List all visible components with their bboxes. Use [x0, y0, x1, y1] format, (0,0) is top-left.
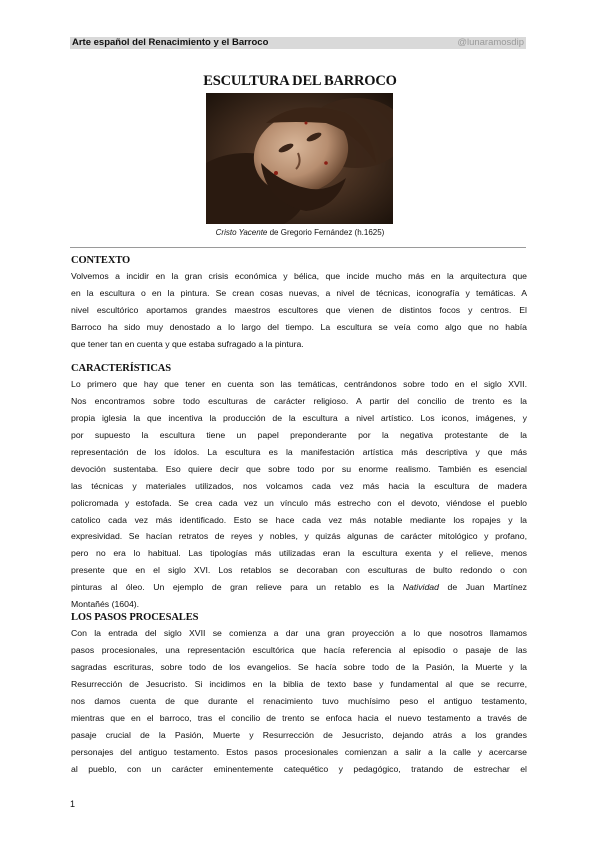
text-line: pero no era lo habitual. Las tipologías más utilizadas eran la escultura exenta y el relieve, menos	[71, 548, 527, 559]
text-line: nos damos cuenta de que durante el renacimiento tuvo muchísimo peso el antiguo testamento,	[71, 695, 527, 706]
header-author-handle: @lunaramosdip	[457, 37, 524, 48]
text-line: en la escultura o en la pintura. Se crean cosas nuevas, a nivel de técnicas, iconografía y temáticas. A	[71, 287, 527, 298]
text-line: mientras que en el barroco, tras el concilio de trento se enfoca hacia el nuevo testamento a través de	[71, 712, 527, 723]
paragraph-contexto	[71, 268, 527, 353]
text-line: Lo primero que hay que tener en cuenta son las temáticas, centrándonos sobre todo en el siglo XVII.	[71, 379, 527, 389]
text-line: Barroco ha sido muy denostado a lo largo del tiempo. La escultura se veía como algo que no había	[71, 321, 527, 332]
text-segment: pinturas al óleo. Un ejemplo de gran relieve para un retablo es la	[71, 582, 403, 593]
text-line: expresividad. Se hacían retratos de reyes y nobles, y quizás algunas de carácter mitológico y profano,	[71, 531, 527, 542]
text-line: pasos procesionales, una representación escultórica que hacía referencia al episodio o pasaje de las	[71, 644, 527, 655]
text-line: policromada y estofada. Se crea cada vez un vínculo más estrecho con el devoto, viéndose el pueblo	[71, 497, 527, 508]
heading-contexto: CONTEXTO	[71, 255, 131, 266]
text-line: propia iglesia la que incentiva la producción de la escultura a nivel artístico. Los iconos, imágenes, y	[71, 412, 527, 423]
paragraph-pasos-procesales	[71, 625, 527, 777]
text-line: por supuesto la escultura tiene un papel preponderante por la negativa protestante de la	[71, 429, 527, 440]
page-number: 1	[70, 799, 76, 809]
header-course-title: Arte español del Renacimiento y el Barroco	[72, 37, 269, 48]
text-segment: de Juan Martínez	[438, 582, 527, 593]
horizontal-divider	[70, 247, 526, 248]
text-line: devoción sustentaba. Eso quiere decir que sobre todo por su enorme realismo. También es esencial	[71, 463, 527, 474]
text-line: nivel escultórico aportamos grandes maestros escultores que vienen de distintos focos y centros. El	[71, 304, 527, 315]
text-line: representación de los ídolos. La escultura es la manifestación artística más descriptiva y que más	[71, 446, 527, 457]
paragraph-caracteristicas	[71, 376, 527, 613]
text-line: sagradas escrituras, sobre todo de los evangelios. Se hacía sobre todo de la Pasión, la Muerte y la	[71, 661, 527, 672]
figure-image-cristo-yacente	[206, 93, 393, 224]
text-line: Con la entrada del siglo XVII se comienza a dar una gran proyección a lo que nosotros llamamos	[71, 628, 527, 638]
figure-caption	[70, 228, 530, 237]
caption-artwork-title: Cristo Yacente	[215, 228, 268, 237]
sculpture-photo-illustration	[206, 93, 393, 224]
page-title: ESCULTURA DEL BARROCO	[203, 73, 397, 89]
running-header	[70, 37, 526, 49]
text-line: Resurrección de Jesucristo. Si incidimos en la biblia de texto base y fundamental al que se recurre,	[71, 678, 527, 689]
text-line: al pueblo, con un carácter eminentemente catequético y pedagógico, tratando de estrechar el	[71, 763, 527, 774]
heading-los-pasos-procesales: LOS PASOS PROCESALES	[71, 612, 199, 623]
text-line: las técnicas y materiales utilizados, nos volcamos cada vez más hacia la escultura de madera	[71, 480, 527, 491]
text-line-with-italic	[71, 579, 527, 596]
text-line: que tener tan en cuenta y que estaba sufragado a la pintura.	[71, 338, 304, 349]
caption-artist-date: de Gregorio Fernández (h.1625)	[267, 228, 385, 237]
text-line: pasaje crucial de la Pasión, Muerte y Resurrección de Jesucristo, dejando atrás a los grandes	[71, 729, 527, 740]
text-line: presente que en el siglo XVI. Los retablos se decoraban con esculturas de bulto redondo o con	[71, 565, 527, 576]
heading-caracteristicas: CARACTERÍSTICAS	[71, 363, 172, 374]
text-line: catolico cada vez más identificado. Esto se hace cada vez más notable mediante los ropajes y la	[71, 514, 527, 525]
italic-artwork-title: Natividad	[402, 582, 439, 593]
text-line: Volvemos a incidir en la gran crisis económica y bélica, que incide mucho más en la arquitectura que	[71, 271, 527, 281]
text-line: Nos encontramos sobre todo esculturas de carácter religioso. A partir del concilio de trento es la	[71, 395, 527, 406]
text-line: personajes del antiguo testamento. Estos pasos procesionales comienzan a salir a la calle y acercarse	[71, 746, 527, 757]
text-line: Montañés (1604).	[71, 599, 140, 610]
